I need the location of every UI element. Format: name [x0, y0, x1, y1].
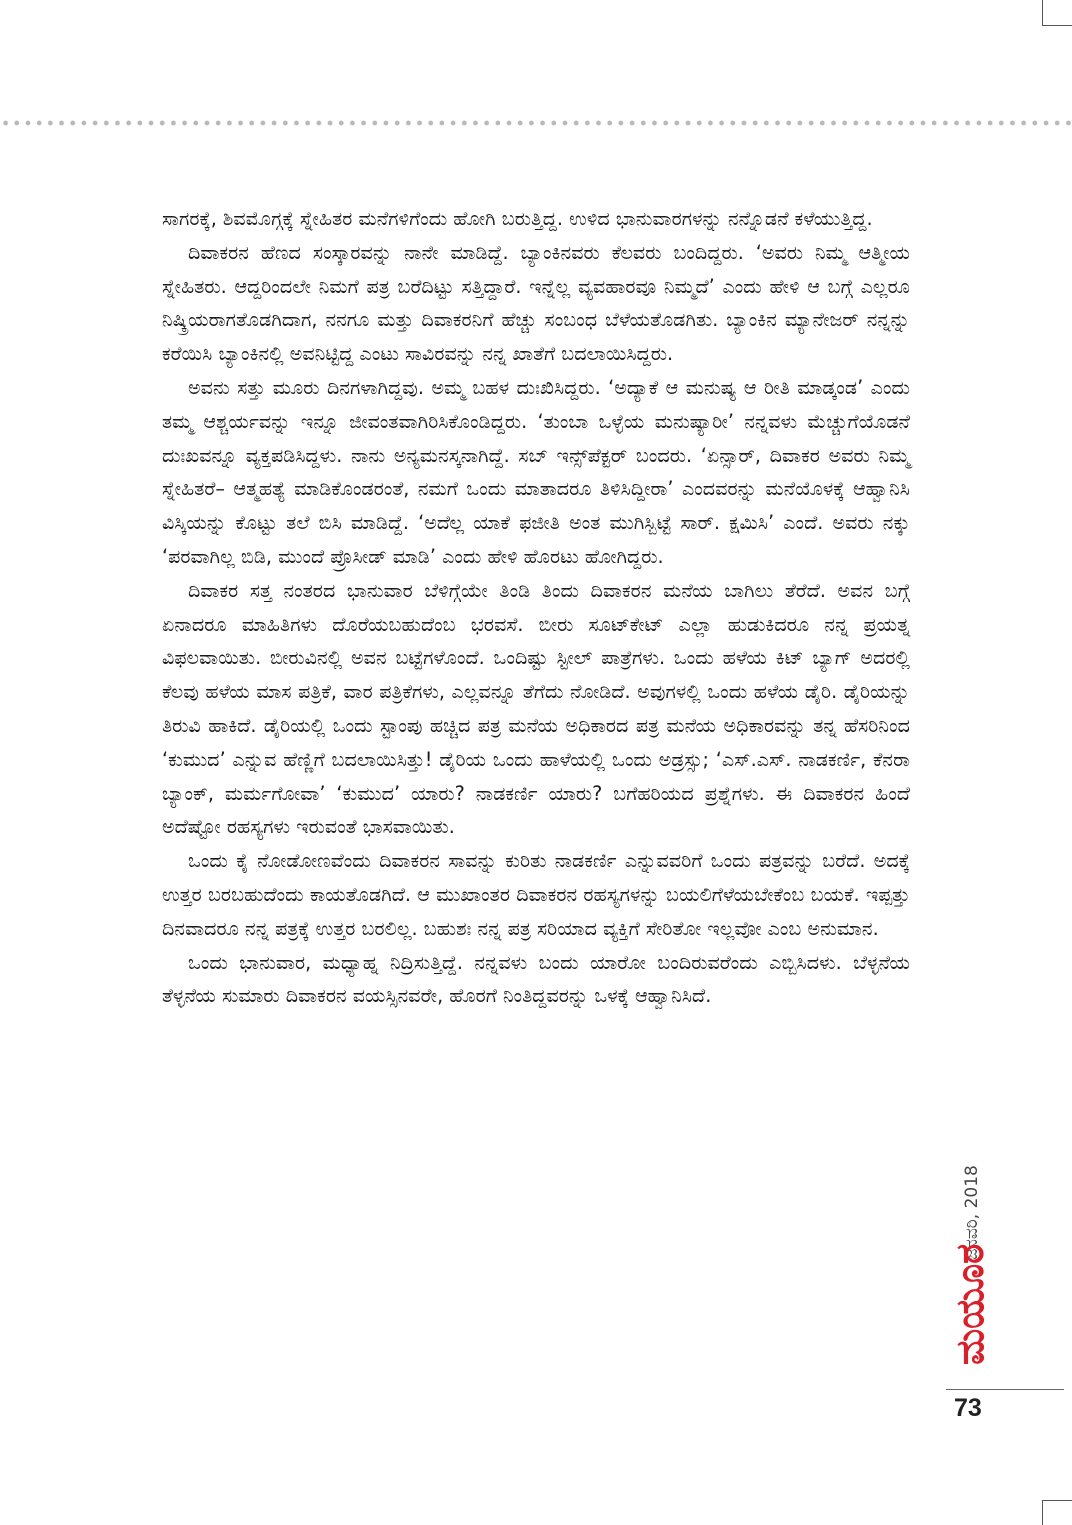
paragraph: ದಿವಾಕರನ ಹೆಣದ ಸಂಸ್ಕಾರವನ್ನು ನಾನೇ ಮಾಡಿದ್ದೆ. ಬ್ಯಾಂಕಿನವರು ಕೆಲವರು ಬಂದಿದ್ದರು. ‘ಅವರು ನಿಮ್ಮ ಆತ್ಮೀಯ ಸ್ನೇಹಿತರು. ಆದ್ದರಿಂದಲೇ ನಿಮಗೆ ಪತ್ರ ಬರೆದಿಟ್ಟು ಸತ್ತಿದ್ದಾರೆ. ಇನ್ನೆಲ್ಲ ವ್ಯವಹಾರವೂ ನಿಮ್ಮದೆ’ ಎಂದು ಹೇಳಿ ಆ ಬಗ್ಗೆ ಎಲ್ಲರೂ ನಿಷ್ಕ್ರಿಯರಾಗತೊಡಗಿದಾಗ, ನನಗೂ ಮತ್ತು ದಿವಾಕರನಿಗೆ ಹೆಚ್ಚು ಸಂಬಂಧ ಬೆಳೆಯತೊಡಗಿತು. ಬ್ಯಾಂಕಿನ ಮ್ಯಾನೇಜರ್ ನನ್ನನ್ನು ಕರೆಯಿಸಿ ಬ್ಯಾಂಕಿನಲ್ಲಿ ಅವನಿಟ್ಟಿದ್ದ ಎಂಟು ಸಾವಿರವನ್ನು ನನ್ನ ಖಾತೆಗೆ ಬದಲಾಯಿಸಿದ್ದರು.: [162, 240, 910, 366]
paragraph: ಒಂದು ಭಾನುವಾರ, ಮಧ್ಯಾಹ್ನ ನಿದ್ರಿಸುತ್ತಿದ್ದೆ. ನನ್ನವಳು ಬಂದು ಯಾರೋ ಬಂದಿರುವರೆಂದು ಎಬ್ಬಿಸಿದಳು. ಬೆಳ್ಳನೆಯ ತೆಳ್ಳನೆಯ ಸುಮಾರು ದಿವಾಕರನ ವಯಸ್ಸಿನವರೇ, ಹೊರಗೆ ನಿಂತಿದ್ದವರನ್ನು ಒಳಕ್ಕೆ ಆಹ್ವಾನಿಸಿದೆ.: [162, 950, 910, 1008]
article-body: [162, 202, 910, 1013]
crop-mark-bottom-right: [1042, 1500, 1043, 1525]
crop-mark-top-right: [1042, 0, 1043, 26]
footer-rule: [946, 1389, 1064, 1390]
crop-mark-bottom-right-h: [1042, 1500, 1072, 1501]
paragraph: ಅವನು ಸತ್ತು ಮೂರು ದಿನಗಳಾಗಿದ್ದವು. ಅಮ್ಮ ಬಹಳ ದುಃಖಿಸಿದ್ದರು. ‘ಅದ್ಯಾಕೆ ಆ ಮನುಷ್ಯ ಆ ರೀತಿ ಮಾಡ್ಕಂಡ’ ಎಂದು ತಮ್ಮ ಆಶ್ಚರ್ಯವನ್ನು ಇನ್ನೂ ಜೀವಂತವಾಗಿರಿಸಿಕೊಂಡಿದ್ದರು. ‘ತುಂಬಾ ಒಳ್ಳೆಯ ಮನುಷ್ಯಾರೀ’ ನನ್ನವಳು ಮೆಚ್ಚುಗೆಯೊಡನೆ ದುಃಖವನ್ನೂ ವ್ಯಕ್ತಪಡಿಸಿದ್ದಳು. ನಾನು ಅನ್ಯಮನಸ್ಕನಾಗಿದ್ದೆ. ಸಬ್ ಇನ್ಸ್‌ಪೆಕ್ಟರ್ ಬಂದರು. ‘ಏನ್ಸಾರ್, ದಿವಾಕರ ಅವರು ನಿಮ್ಮ ಸ್ನೇಹಿತರೆ– ಆತ್ಮಹತ್ಯೆ ಮಾಡಿಕೊಂಡರಂತೆ, ನಮಗೆ ಒಂದು ಮಾತಾದರೂ ತಿಳಿಸಿದ್ದೀರಾ’ ಎಂದವರನ್ನು ಮನೆಯೊಳಕ್ಕೆ ಆಹ್ವಾನಿಸಿ ವಿಸ್ಕಿಯನ್ನು ಕೊಟ್ಟು ತಲೆ ಬಿಸಿ ಮಾಡಿದ್ದೆ. ‘ಅದೆಲ್ಲ ಯಾಕೆ ಫಜೀತಿ ಅಂತ ಮುಗಿಸ್ಬಿಟ್ಟೆ ಸಾರ್. ಕ್ಷಮಿಸಿ’ ಎಂದೆ. ಅವರು ನಕ್ಕು ‘ಪರವಾಗಿಲ್ಲ ಬಿಡಿ, ಮುಂದೆ ಪ್ರೊಸೀಡ್ ಮಾಡಿ’ ಎಂದು ಹೇಳಿ ಹೊರಟು ಹೋಗಿದ್ದರು.: [162, 375, 910, 568]
paragraph: ದಿವಾಕರ ಸತ್ತ ನಂತರದ ಭಾನುವಾರ ಬೆಳಿಗ್ಗೆಯೇ ತಿಂಡಿ ತಿಂದು ದಿವಾಕರನ ಮನೆಯ ಬಾಗಿಲು ತೆರೆದೆ. ಅವನ ಬಗ್ಗೆ ಏನಾದರೂ ಮಾಹಿತಿಗಳು ದೊರೆಯಬಹುದೆಂಬ ಭರವಸೆ. ಬೀರು ಸೂಟ್‌ಕೇಟ್ ಎಲ್ಲಾ ಹುಡುಕಿದರೂ ನನ್ನ ಪ್ರಯತ್ನ ವಿಫಲವಾಯಿತು. ಬೀರುವಿನಲ್ಲಿ ಅವನ ಬಟ್ಟೆಗಳೊಂದೆ. ಒಂದಿಷ್ಟು ಸ್ಟೀಲ್ ಪಾತ್ರೆಗಳು. ಒಂದು ಹಳೆಯ ಕಿಟ್ ಬ್ಯಾಗ್ ಅದರಲ್ಲಿ ಕೆಲವು ಹಳೆಯ ಮಾಸ ಪತ್ರಿಕೆ, ವಾರ ಪತ್ರಿಕೆಗಳು, ಎಲ್ಲವನ್ನೂ ತೆಗೆದು ನೋಡಿದೆ. ಅವುಗಳಲ್ಲಿ ಒಂದು ಹಳೆಯ ಡೈರಿ. ಡೈರಿಯನ್ನು ತಿರುವಿ ಹಾಕಿದೆ. ಡೈರಿಯಲ್ಲಿ ಒಂದು ಸ್ಟಾಂಪು ಹಚ್ಚಿದ ಪತ್ರ ಮನೆಯ ಅಧಿಕಾರದ ಪತ್ರ ಮನೆಯ ಅಧಿಕಾರವನ್ನು ತನ್ನ ಹೆಸರಿನಿಂದ ‘ಕುಮುದ’ ಎನ್ನುವ ಹೆಣ್ಣಿಗೆ ಬದಲಾಯಿಸಿತ್ತು! ಡೈರಿಯ ಒಂದು ಹಾಳೆಯಲ್ಲಿ ಒಂದು ಅಡ್ರಸ್ಸು; ‘ಎಸ್.ಎಸ್. ನಾಡಕರ್ಣಿ, ಕೆನರಾ ಬ್ಯಾಂಕ್, ಮರ್ಮಗೋವಾ’ ‘ಕುಮುದ’ ಯಾರು? ನಾಡಕರ್ಣಿ ಯಾರು? ಬಗೆಹರಿಯದ ಪ್ರಶ್ನೆಗಳು. ಈ ದಿವಾಕರನ ಹಿಂದೆ ಅದೆಷ್ಟೋ ರಹಸ್ಯಗಳು ಇರುವಂತೆ ಭಾಸವಾಯಿತು.: [162, 578, 910, 839]
crop-mark-top-right-h: [1042, 25, 1072, 26]
issue-date: ಜನವರಿ, 2018: [962, 1165, 982, 1260]
page-number: 73: [954, 1394, 982, 1422]
paragraph: ಸಾಗರಕ್ಕೆ, ಶಿವಮೊಗ್ಗಕ್ಕೆ ಸ್ನೇಹಿತರ ಮನೆಗಳಿಗೆಂದು ಹೋಗಿ ಬರುತ್ತಿದ್ದ. ಉಳಿದ ಭಾನುವಾರಗಳನ್ನು ನನ್ನೊಡನೆ ಕಳೆಯುತ್ತಿದ್ದ.: [162, 207, 873, 230]
magazine-logo: ಮಯೂರ: [948, 1243, 992, 1365]
paragraph: ಒಂದು ಕೈ ನೋಡೋಣವೆಂದು ದಿವಾಕರನ ಸಾವನ್ನು ಕುರಿತು ನಾಡಕರ್ಣಿ ಎನ್ನುವವರಿಗೆ ಒಂದು ಪತ್ರವನ್ನು ಬರೆದೆ. ಅದಕ್ಕೆ ಉತ್ತರ ಬರಬಹುದೆಂದು ಕಾಯತೊಡಗಿದೆ. ಆ ಮುಖಾಂತರ ದಿವಾಕರನ ರಹಸ್ಯಗಳನ್ನು ಬಯಲಿಗೆಳೆಯಬೇಕೆಂಬ ಬಯಕೆ. ಇಪ್ಪತ್ತು ದಿನವಾದರೂ ನನ್ನ ಪತ್ರಕ್ಕೆ ಉತ್ತರ ಬರಲಿಲ್ಲ. ಬಹುಶಃ ನನ್ನ ಪತ್ರ ಸರಿಯಾದ ವ್ಯಕ್ತಿಗೆ ಸೇರಿತೋ ಇಲ್ಲವೋ ಎಂಬ ಅನುಮಾನ.: [162, 849, 910, 940]
dotted-header-rule: [0, 118, 1072, 128]
